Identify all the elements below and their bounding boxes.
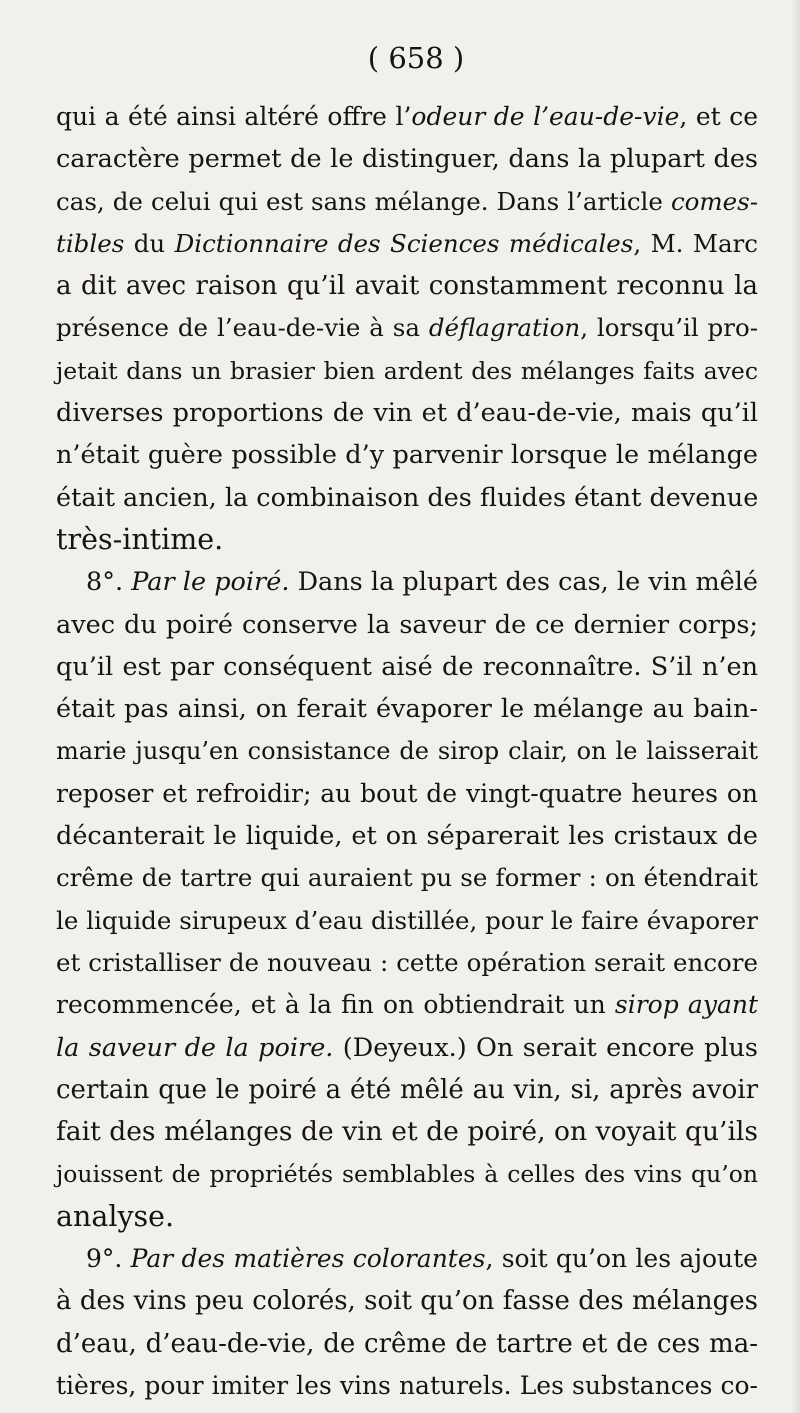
- text-run: reposer et refroidir; au bout de vingt-quatre heures on: [56, 778, 758, 808]
- text-run: caractère permet de le distinguer, dans la plupart des: [56, 144, 758, 175]
- text-run: a dit avec raison qu’il avait constamment reconnu la: [56, 271, 758, 302]
- italic-text-run: odeur de l’eau-de-vie: [411, 102, 680, 131]
- italic-text-run: Par le poiré.: [131, 567, 290, 598]
- text-run: 9°.: [86, 1244, 131, 1274]
- text-run: jetait dans un brasier bien ardent des mélanges faits avec: [56, 356, 758, 385]
- text-line: [56, 519, 758, 561]
- italic-text-run: Dictionnaire des Sciences médicales: [174, 228, 634, 258]
- text-line: [56, 350, 758, 392]
- text-run: (Deyeux.) On serait encore plus: [333, 1032, 758, 1063]
- text-line: [56, 96, 758, 138]
- italic-text-run: comes-: [670, 186, 758, 216]
- text-line: [56, 1323, 758, 1365]
- italic-text-run: déflagration: [428, 313, 581, 343]
- text-run: décanterait le liquide, et on séparerait les cristaux de: [56, 821, 758, 852]
- text-line: [56, 688, 758, 730]
- text-run: , M. Marc: [633, 228, 758, 258]
- text-line: [56, 815, 758, 857]
- text-run: marie jusqu’en consistance de sirop clair, on le laisserait: [56, 737, 758, 766]
- italic-text-run: tibles: [56, 228, 125, 258]
- text-line: [56, 942, 758, 984]
- body-text: [56, 96, 758, 1407]
- text-run: recommencée, et à la fin on obtiendrait un: [56, 990, 615, 1020]
- text-line: [56, 900, 758, 942]
- text-line: [56, 1365, 758, 1407]
- text-run: d’eau, d’eau-de-vie, de crême de tartre et de ces ma-: [56, 1328, 758, 1359]
- text-line: [56, 265, 758, 307]
- text-run: et cristalliser de nouveau : cette opération serait encore: [56, 947, 758, 977]
- text-line: [56, 138, 758, 180]
- page-edge-shadow: [790, 0, 800, 1413]
- text-line: [56, 1280, 758, 1322]
- text-line: [56, 1111, 758, 1153]
- text-run: à des vins peu colorés, soit qu’on fasse des mélanges: [56, 1286, 758, 1317]
- text-line: [56, 1027, 758, 1069]
- text-run: , lorsqu’il pro-: [580, 313, 758, 343]
- text-line: [56, 392, 758, 434]
- text-line: [56, 773, 758, 815]
- text-run: avec du poiré conserve la saveur de ce dernier corps;: [56, 609, 758, 640]
- text-run: était ancien, la combinaison des fluides étant devenue: [56, 482, 759, 513]
- text-run: tières, pour imiter les vins naturels. Les substances co-: [56, 1370, 758, 1400]
- text-line: [56, 181, 758, 223]
- text-run: jouissent de propriétés semblables à celles des vins qu’on: [56, 1160, 758, 1189]
- text-run: , et ce: [679, 102, 758, 131]
- text-run: certain que le poiré a été mêlé au vin, si, après avoir: [56, 1074, 758, 1105]
- text-line: [56, 1196, 758, 1238]
- text-line: [56, 434, 758, 476]
- text-run: qui a été ainsi altéré offre l’: [56, 102, 412, 131]
- text-run: du: [124, 228, 175, 258]
- text-line: [56, 1069, 758, 1111]
- text-run: était pas ainsi, on ferait évaporer le mélange au bain-: [56, 694, 758, 725]
- text-run: n’était guère possible d’y parvenir lorsque le mélange: [56, 440, 758, 471]
- text-run: le liquide sirupeux d’eau distillée, pour le faire évaporer: [56, 905, 758, 935]
- text-run: diverses proportions de vin et d’eau-de-vie, mais qu’il: [56, 398, 758, 429]
- text-line: [56, 984, 758, 1026]
- text-line: [56, 223, 758, 265]
- text-run: , soit qu’on les ajoute: [485, 1244, 758, 1274]
- italic-text-run: sirop ayant: [614, 990, 758, 1020]
- text-run: très-intime.: [56, 522, 224, 556]
- text-line: [56, 730, 758, 772]
- page-number: ( 658 ): [367, 41, 465, 75]
- italic-text-run: la saveur de la poire.: [56, 1032, 334, 1063]
- text-line: [56, 1153, 758, 1195]
- text-run: fait des mélanges de vin et de poiré, on voyait qu’ils: [56, 1116, 758, 1148]
- text-run: crême de tartre qui auraient pu se former : on étendrait: [56, 863, 758, 893]
- text-line: [56, 561, 758, 603]
- text-run: Dans la plupart des cas, le vin mêlé: [289, 567, 758, 598]
- text-run: 8°.: [86, 567, 132, 598]
- text-run: analyse.: [56, 1199, 175, 1233]
- text-line: [56, 1238, 758, 1280]
- text-line: [56, 646, 758, 688]
- text-line: [56, 604, 758, 646]
- text-run: cas, de celui qui est sans mélange. Dans l’article: [56, 186, 671, 216]
- text-run: qu’il est par conséquent aisé de reconnaître. S’il n’en: [56, 651, 758, 682]
- text-line: [56, 857, 758, 899]
- italic-text-run: Par des matières colorantes: [130, 1244, 486, 1274]
- text-line: [56, 477, 758, 519]
- text-run: présence de l’eau-de-vie à sa: [56, 313, 429, 343]
- text-line: [56, 307, 758, 349]
